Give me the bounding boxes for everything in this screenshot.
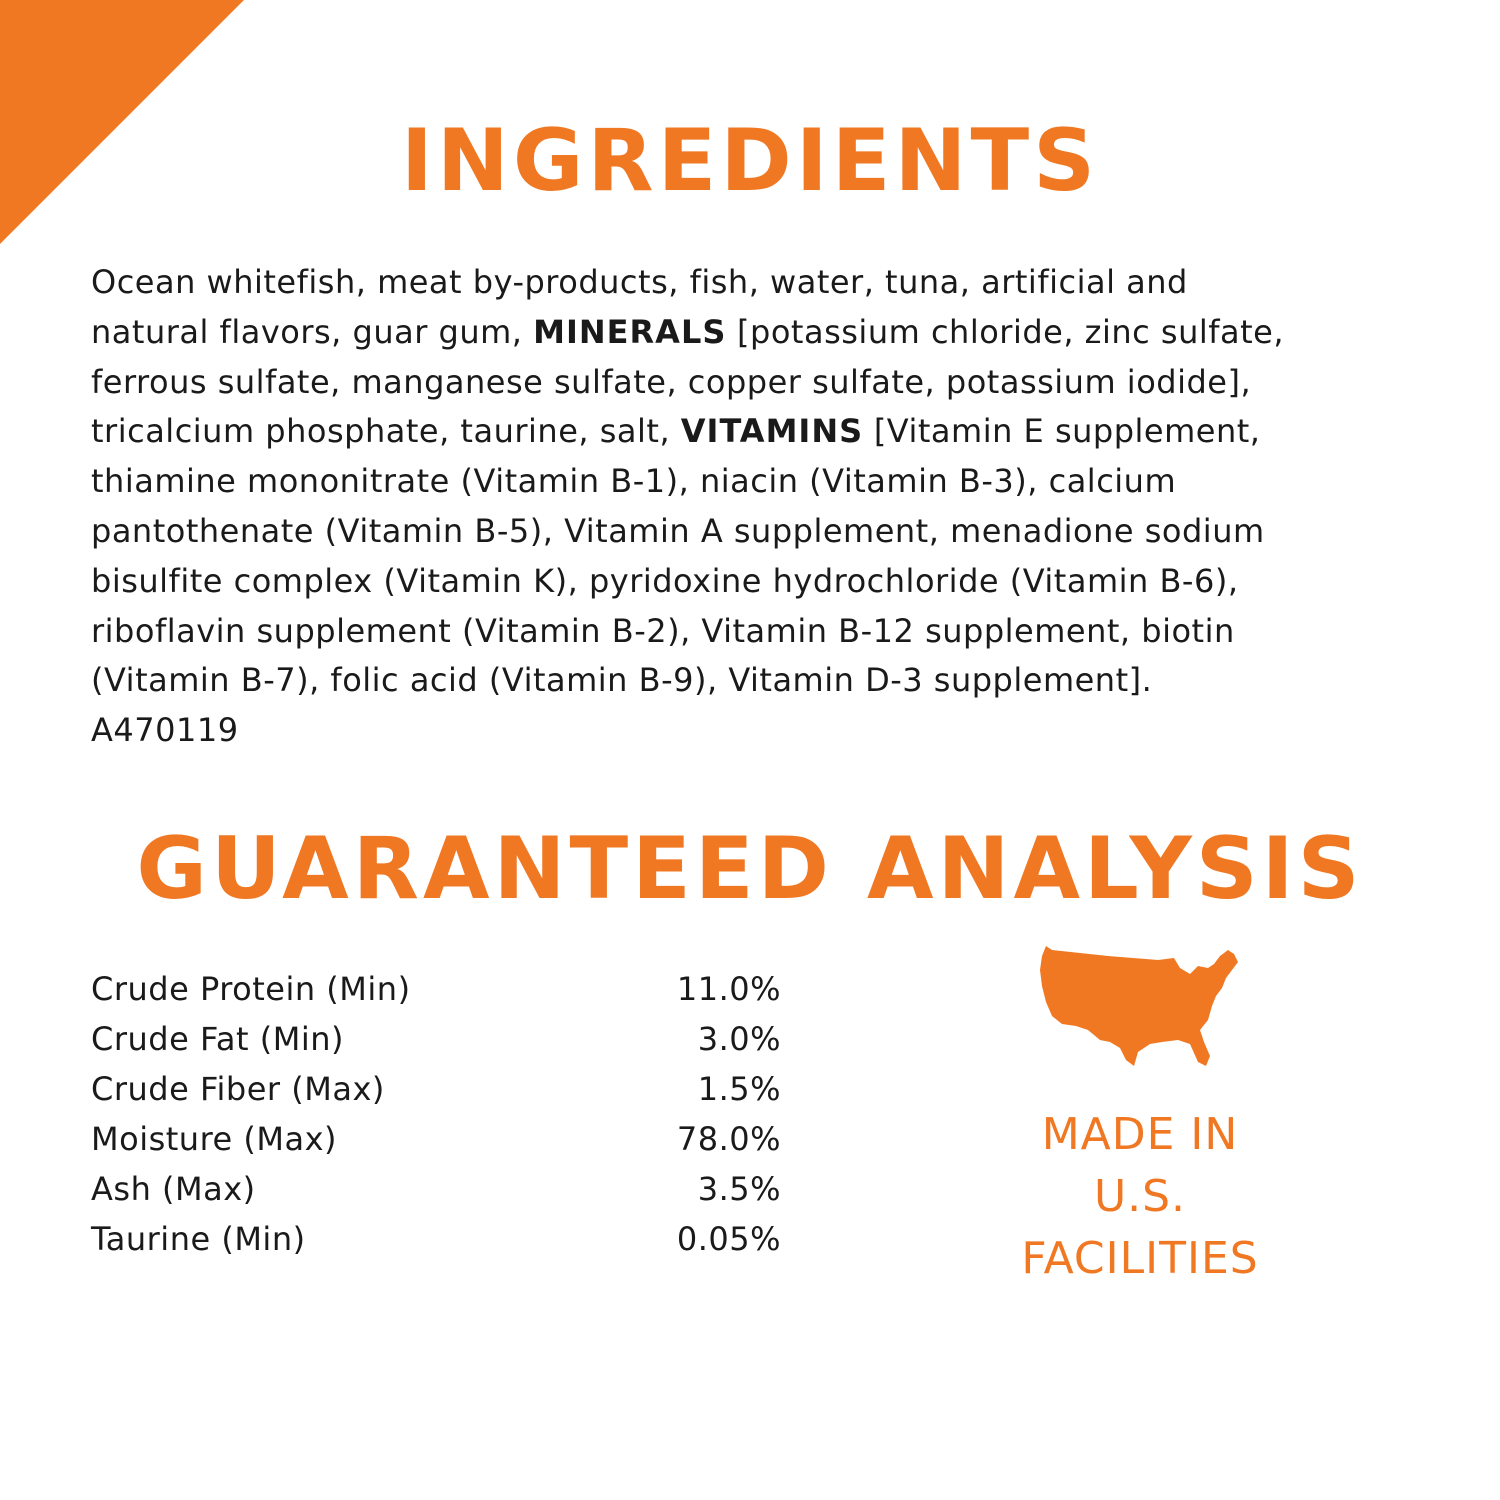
analysis-value: 3.0% bbox=[697, 1020, 781, 1058]
ingredients-line: pantothenate (Vitamin B-5), Vitamin A supplement, menadione sodium bbox=[91, 511, 1265, 550]
usa-map-icon bbox=[1038, 944, 1242, 1070]
analysis-row bbox=[91, 1014, 791, 1064]
analysis-value: 0.05% bbox=[676, 1220, 781, 1258]
analysis-value: 11.0% bbox=[676, 970, 781, 1008]
ingredients-line: thiamine mononitrate (Vitamin B-1), niacin (Vitamin B-3), calcium bbox=[91, 462, 1177, 501]
guaranteed-analysis-title: GUARANTEED ANALYSIS bbox=[136, 819, 1364, 919]
made-in-usa-badge bbox=[990, 1104, 1290, 1290]
minerals-label: MINERALS bbox=[533, 312, 727, 351]
analysis-label: Crude Fiber (Max) bbox=[91, 1070, 385, 1108]
badge-line: MADE IN bbox=[1041, 1109, 1239, 1160]
ingredients-line: (Vitamin B-7), folic acid (Vitamin B-9), Vitamin D-3 supplement]. bbox=[91, 661, 1153, 700]
ingredients-line: ferrous sulfate, manganese sulfate, copper sulfate, potassium iodide], bbox=[91, 362, 1252, 401]
ingredients-line: tricalcium phosphate, taurine, salt, VITAMINS [Vitamin E supplement, bbox=[91, 412, 1261, 451]
analysis-row bbox=[91, 964, 791, 1014]
ingredients-line: Ocean whitefish, meat by-products, fish, water, tuna, artificial and bbox=[91, 263, 1188, 301]
badge-line: U.S. bbox=[1093, 1171, 1187, 1222]
analysis-label: Crude Protein (Min) bbox=[91, 970, 411, 1008]
ingredients-line: bisulfite complex (Vitamin K), pyridoxine hydrochloride (Vitamin B-6), bbox=[91, 561, 1239, 600]
ingredients-title: INGREDIENTS bbox=[400, 111, 1100, 211]
analysis-label: Ash (Max) bbox=[91, 1170, 256, 1208]
analysis-value: 1.5% bbox=[697, 1070, 781, 1108]
ingredients-text bbox=[91, 258, 1421, 756]
analysis-row bbox=[91, 1114, 791, 1164]
analysis-value: 3.5% bbox=[697, 1170, 781, 1208]
analysis-row bbox=[91, 1164, 791, 1214]
analysis-label: Taurine (Min) bbox=[91, 1220, 306, 1258]
vitamins-label: VITAMINS bbox=[680, 412, 864, 451]
badge-line: FACILITIES bbox=[1021, 1233, 1259, 1284]
ingredients-line: riboflavin supplement (Vitamin B-2), Vitamin B-12 supplement, biotin bbox=[91, 611, 1235, 650]
product-code: A470119 bbox=[91, 711, 239, 750]
analysis-value: 78.0% bbox=[676, 1120, 781, 1158]
analysis-row bbox=[91, 1214, 791, 1264]
ingredients-line: natural flavors, guar gum, MINERALS [potassium chloride, zinc sulfate, bbox=[91, 312, 1285, 351]
analysis-row bbox=[91, 1064, 791, 1114]
analysis-label: Moisture (Max) bbox=[91, 1120, 338, 1158]
analysis-table bbox=[91, 964, 791, 1264]
analysis-label: Crude Fat (Min) bbox=[91, 1020, 344, 1058]
